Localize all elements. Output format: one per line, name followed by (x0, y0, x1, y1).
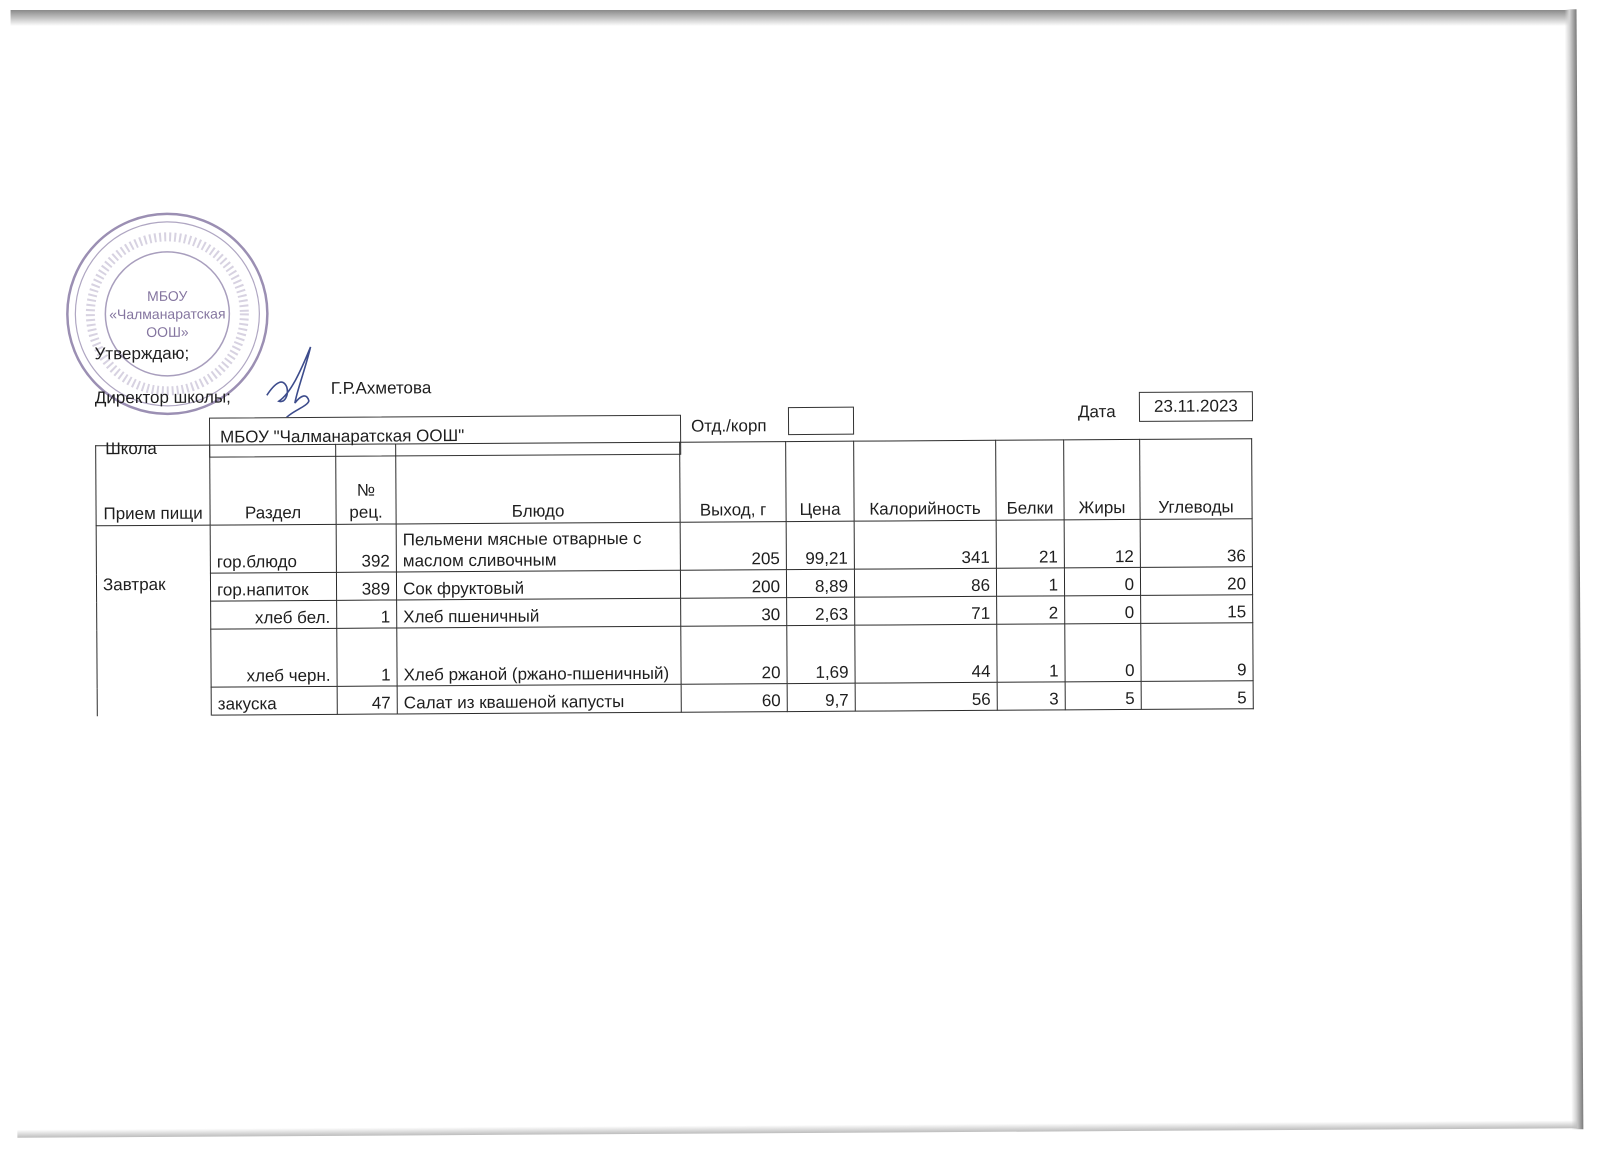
cell-dish: Хлеб ржаной (ржано-пшеничный) (397, 626, 681, 686)
date-label: Дата (1077, 402, 1116, 422)
cell-proteins: 2 (997, 596, 1065, 624)
cell-dish: Сок фруктовый (396, 570, 680, 600)
cell-price: 9,7 (787, 683, 855, 711)
cell-dish: Салат из квашеной капусты (397, 684, 681, 714)
cell-section: хлеб бел. (211, 600, 337, 629)
col-header-recipe: № рец. (336, 444, 396, 524)
cell-section: гор.напиток (210, 572, 336, 601)
stamp-line: «Чалманаратская (109, 305, 226, 323)
scan-bottom-edge (17, 1120, 1577, 1138)
col-header-calories: Калорийность (854, 440, 996, 521)
cell-proteins: 1 (997, 624, 1065, 682)
cell-recipe: 389 (336, 572, 396, 600)
scan-top-edge (11, 10, 1571, 26)
cell-recipe: 392 (336, 524, 396, 572)
col-header-fats: Жиры (1064, 439, 1140, 519)
cell-yield: 30 (681, 598, 787, 627)
cell-carbs: 15 (1141, 595, 1253, 624)
cell-section: хлеб черн. (211, 628, 337, 687)
meal-name (96, 525, 211, 716)
col-header-price: Цена (786, 441, 854, 521)
director-name: Г.Р.Ахметова (330, 378, 432, 398)
cell-carbs: 36 (1140, 519, 1252, 568)
table-header-row (96, 439, 1252, 526)
cell-carbs: 20 (1140, 567, 1252, 596)
col-header-proteins: Белки (996, 440, 1064, 520)
cell-calories: 44 (855, 624, 997, 683)
meal-name-text: Завтрак (102, 575, 166, 595)
col-header-meal: Прием пищи (96, 445, 210, 526)
dept-field (788, 407, 854, 435)
cell-calories: 71 (855, 596, 997, 625)
table-row (96, 519, 1252, 574)
cell-proteins: 21 (996, 520, 1064, 568)
table-row (97, 623, 1253, 688)
cell-fats: 0 (1065, 595, 1141, 623)
cell-proteins: 1 (996, 568, 1064, 596)
school-field: МБОУ "Чалманаратская ООШ" (209, 415, 681, 458)
menu-table (95, 438, 1254, 716)
cell-price: 8,89 (786, 569, 854, 597)
director-title: Директор школы; (94, 387, 231, 408)
col-header-yield: Выход, г (680, 442, 786, 523)
cell-price: 1,69 (787, 625, 855, 683)
cell-calories: 86 (854, 568, 996, 597)
cell-fats: 0 (1064, 567, 1140, 595)
cell-dish: Пельмени мясные отварные с маслом сливочным (396, 522, 680, 572)
cell-recipe: 1 (337, 628, 397, 686)
cell-carbs: 5 (1141, 681, 1253, 710)
cell-yield: 20 (681, 626, 787, 685)
cell-section: гор.блюдо (210, 524, 336, 573)
cell-yield: 200 (680, 570, 786, 599)
cell-price: 99,21 (786, 521, 854, 569)
cell-proteins: 3 (997, 682, 1065, 710)
cell-yield: 205 (680, 522, 786, 571)
cell-carbs: 9 (1141, 623, 1253, 682)
col-header-dish: Блюдо (396, 442, 680, 524)
cell-section: закуска (211, 686, 337, 715)
col-header-section: Раздел (210, 444, 336, 525)
cell-fats: 0 (1065, 623, 1141, 681)
cell-recipe: 47 (337, 686, 397, 714)
cell-calories: 56 (855, 682, 997, 711)
cell-calories: 341 (854, 520, 996, 569)
scan-right-edge (1565, 9, 1584, 1129)
col-header-carbs: Углеводы (1140, 439, 1252, 520)
stamp-line: МБОУ (147, 287, 188, 304)
dept-label: Отд./корп (690, 416, 767, 436)
director-signature (261, 343, 321, 423)
school-label: Школа (105, 438, 157, 459)
cell-yield: 60 (681, 684, 787, 713)
cell-recipe: 1 (337, 600, 397, 628)
cell-fats: 12 (1064, 519, 1140, 567)
cell-dish: Хлеб пшеничный (397, 598, 681, 628)
stamp-line: ООШ» (146, 323, 189, 340)
date-field: 23.11.2023 (1139, 391, 1253, 422)
approval-line: Утверждаю; (94, 343, 190, 364)
cell-price: 2,63 (787, 597, 855, 625)
cell-fats: 5 (1065, 681, 1141, 709)
